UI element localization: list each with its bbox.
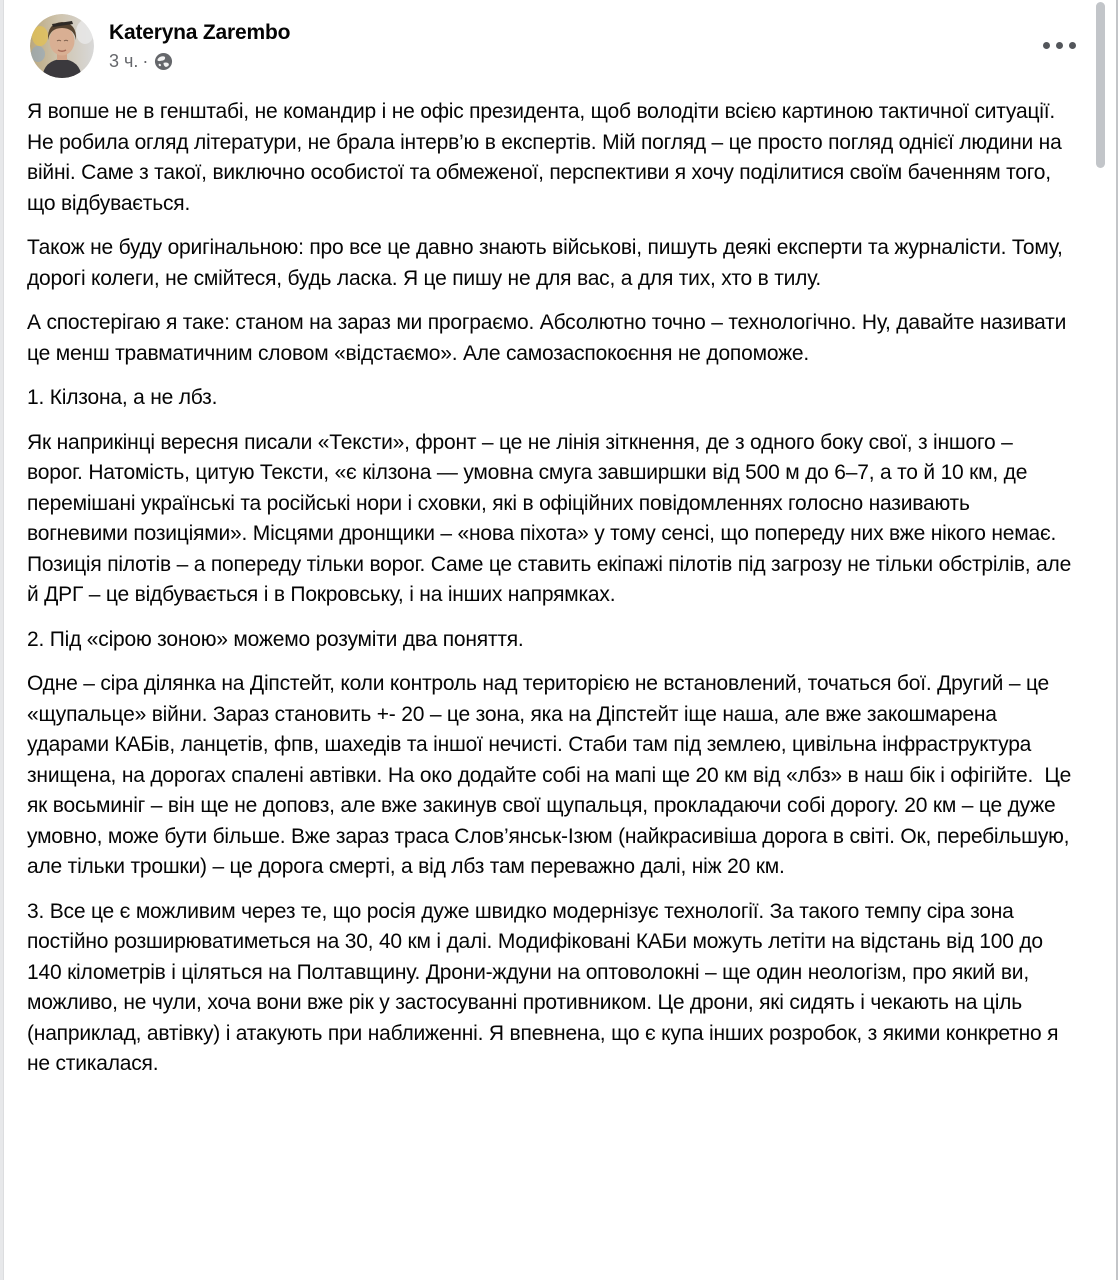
menu-dot	[1069, 42, 1076, 49]
post-body	[0, 78, 1118, 1080]
post-paragraph-point1-title: 1. Кілзона, а не лбз.	[27, 386, 218, 409]
menu-dot	[1056, 42, 1063, 49]
post-paragraph-point1-body: Як наприкінці вересня писали «Тексти», фронт – це не лінія зіткнення, де з одного боку свої, з іншого – ворог. Натомість, цитую Тексти, «є кілзона — умовна смуга завширшки від 500 м до 6–7, а то й 10 км, де перемішані українські та російські нори і сховки, які в офіційних повідомленнях голосно називають вогневими позиціями». Місцями дронщики – «нова піхота» у тому сенсі, що попереду них вже нікого немає. Позиція пілотів – а попереду тільки ворог. Саме це ставить екіпажі пілотів під загрозу не тільки обстрілів, але й ДРГ – це відбувається і в Покровську, і на інших напрямках.	[27, 430, 1077, 606]
menu-dot	[1043, 42, 1050, 49]
post-paragraph-intro: Я вопше не в генштабі, не командир і не офіс президента, щоб володіти всією картиною тактичної ситуації. Не робила огляд літератури, не брала інтерв’ю в експертів. Мій погляд – це просто погляд однієї людини на війні. Саме з такої, виключно особистої та обмеженої, перспективи я хочу поділитися своїм баченням того, що відбувається.	[27, 100, 1068, 215]
scrollbar-thumb[interactable]	[1096, 2, 1105, 168]
post-meta	[109, 51, 290, 71]
post-paragraph-observation: А спостерігаю я таке: станом на зараз ми програємо. Абсолютно точно – технологічно. Ну, давайте називати це менш травматичним словом «відстаємо». Але самозаспокоєння не допоможе.	[27, 311, 1072, 365]
author-name[interactable]: Kateryna Zarembo	[109, 21, 291, 44]
post-header-text	[109, 14, 290, 71]
post-menu-button[interactable]	[1039, 38, 1080, 53]
post-paragraph-point2-body: Одне – сіра ділянка на Діпстейт, коли контроль над територією не встановлений, точаться бої. Другий – це «щупальце» війни. Зараз становить +- 20 – це зона, яка на Діпстейт іще наша, але вже закошмарена ударами КАБів, ланцетів, фпв, шахедів та іншої нечисті. Стаби там під землею, цивільна інфраструктура знищена, на дорогах спалені автівки. На око додайте собі на мапі ще 20 км від «лбз» в наш бік і офігійте. Це як восьминіг – він ще не доповз, але вже закинув свої щупальця, прокладаючи собі дорогу. 20 км – це дуже умовно, може бути більше. Вже зараз траса Слов’янськ-Ізюм (найкрасивіша дорога в світі. Ок, перебільшую, але тільки трошки) – це дорога смерті, а від лбз там переважно далі, ніж 20 км.	[27, 672, 1077, 878]
meta-separator: ·	[142, 51, 149, 72]
post-paragraph-disclaimer: Також не буду оригінальною: про все це давно знають військові, пишуть деякі експерти та журналісти. Тому, дорогі колеги, не смійтеся, будь ласка. Я це пишу не для вас, а для тих, хто в тилу.	[27, 236, 1069, 290]
avatar[interactable]	[30, 14, 94, 78]
post-paragraph-point2-title: 2. Під «сірою зоною» можемо розуміти два поняття.	[27, 627, 524, 651]
globe-icon	[154, 52, 173, 71]
post-header	[0, 14, 1118, 78]
timestamp[interactable]: 3 ч.	[109, 51, 139, 72]
post-paragraph-point3-body: 3. Все це є можливим через те, що росія дуже швидко модернізує технології. За такого темпу сіра зона постійно розширюватиметься на 30, 40 км і далі. Модифіковані КАБи можуть летіти на відстань від 100 до 140 кілометрів і ціляться на Полтавщину. Дрони-ждуни на оптоволокні – ще один неологізм, про який ви, можливо, не чули, хоча вони вже рік у застосуванні противником. Це дрони, які сидять і чекають на ціль (наприклад, автівку) і атакують при наближенні. Я впевнена, що є купа інших розробок, з якими конкретно я не стикалася.	[27, 899, 1064, 1075]
avatar-photo	[30, 14, 94, 78]
